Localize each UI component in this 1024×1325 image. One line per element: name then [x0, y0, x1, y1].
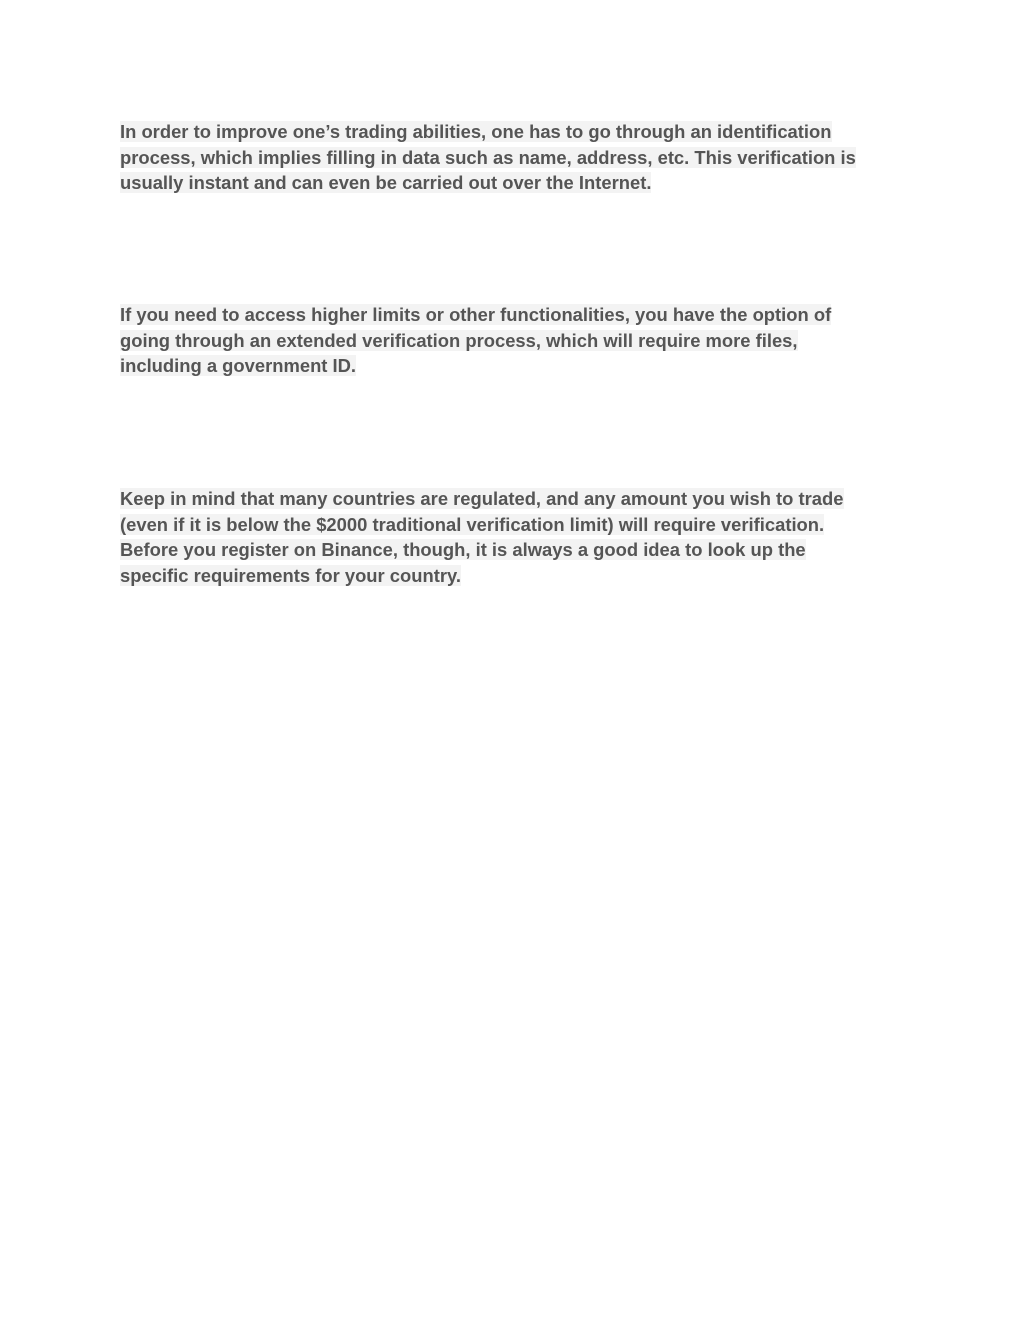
- paragraph-identification: [120, 119, 910, 196]
- paragraph-regulation-note: [120, 486, 910, 588]
- paragraph-line: Keep in mind that many countries are regulated, and any amount you wish to trade: [120, 488, 844, 509]
- paragraph-line: including a government ID.: [120, 355, 357, 377]
- paragraph-extended-verification: [120, 302, 910, 379]
- paragraph-line: If you need to access higher limits or other functionalities, you have the option of: [120, 304, 832, 325]
- paragraph-line: usually instant and can even be carried out over the Internet.: [120, 172, 652, 194]
- paragraph-line: process, which implies filling in data such as name, address, etc. This verification is: [120, 146, 856, 168]
- paragraph-line: (even if it is below the $2000 traditional verification limit) will require verification.: [120, 513, 825, 535]
- paragraph-line: going through an extended verification process, which will require more files,: [120, 329, 798, 351]
- paragraph-line: In order to improve one’s trading abilities, one has to go through an identification: [120, 121, 832, 142]
- paragraph-line: specific requirements for your country.: [120, 564, 461, 586]
- paragraph-line: Before you register on Binance, though, it is always a good idea to look up the: [120, 539, 806, 561]
